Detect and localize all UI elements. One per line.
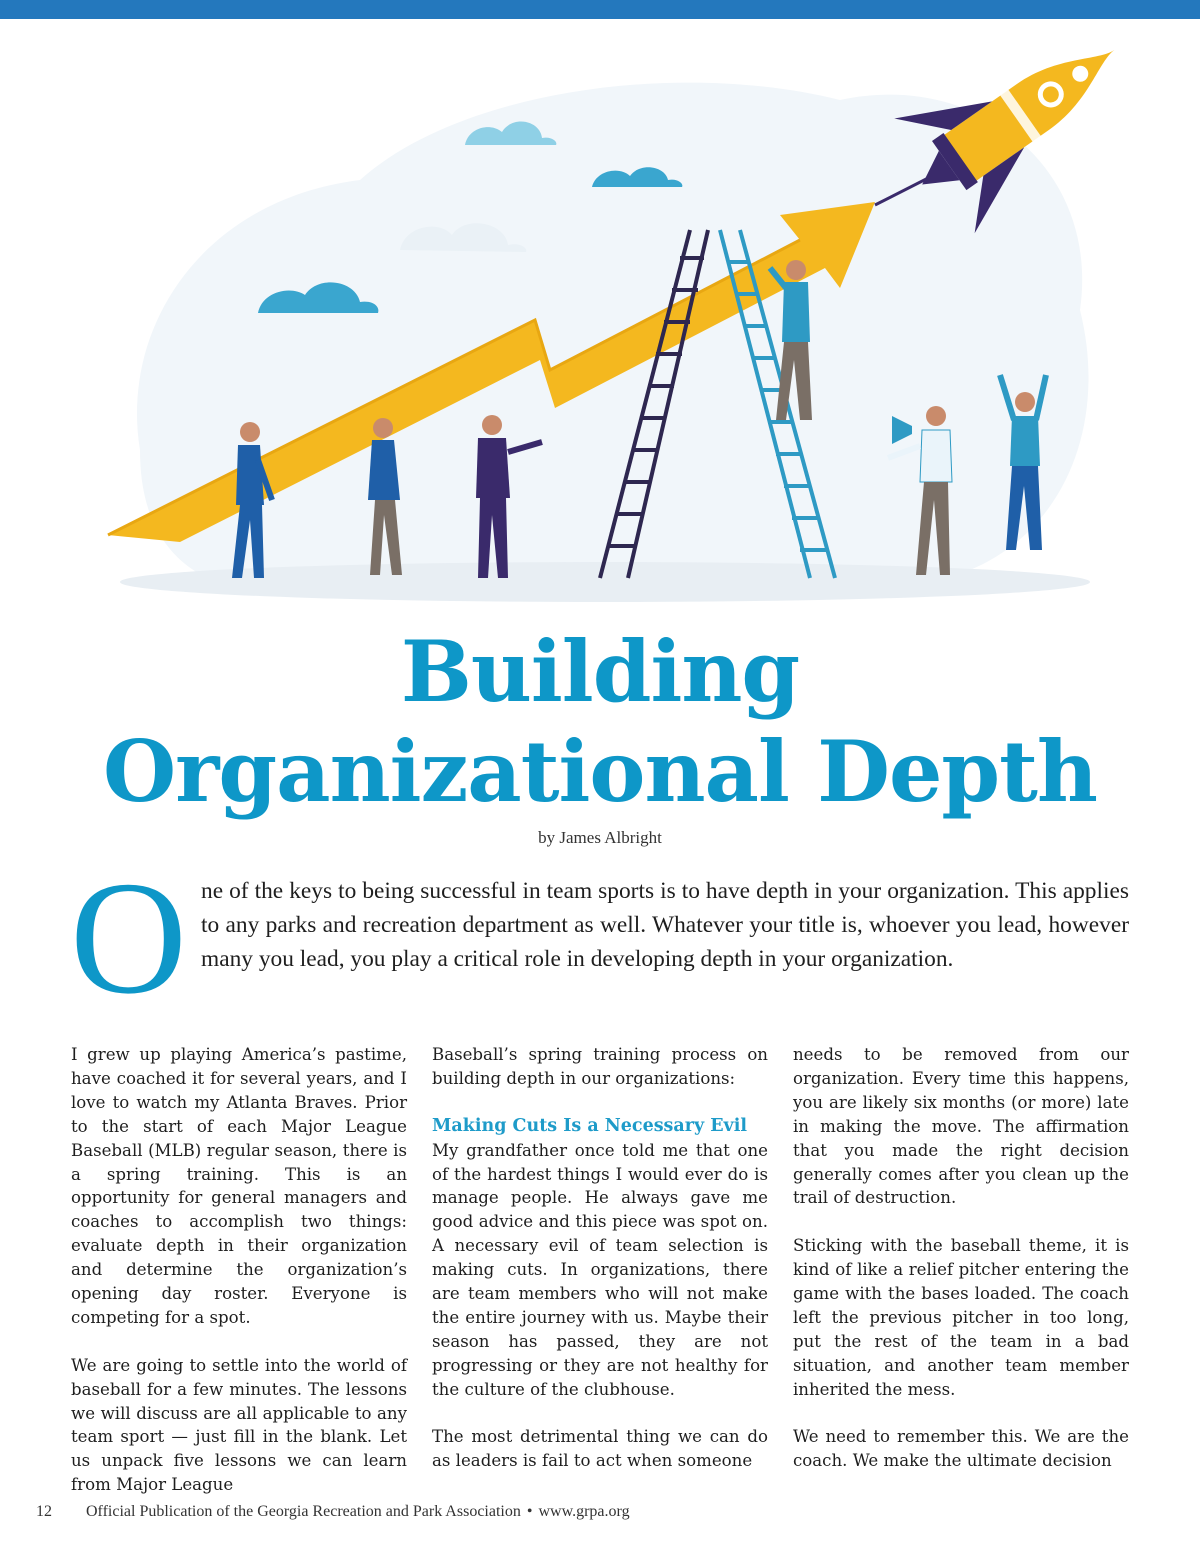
body-column-2 xyxy=(432,1043,768,1473)
intro-paragraph: ne of the keys to being successful in team sports is to have depth in your organization. This applies to any parks and recreation department as well. Whatever your title is, whoever you lead, however many you lead, you play a critical role in developing depth in your organization. xyxy=(201,878,1129,972)
publication-name: Official Publication of the Georgia Recreation and Park Association xyxy=(86,1503,521,1520)
page-number: 12 xyxy=(36,1503,52,1520)
article-title-line-1: Building xyxy=(400,622,800,721)
footer-text xyxy=(86,1503,630,1521)
drop-cap: O xyxy=(70,849,187,1028)
paragraph: Baseball’s spring training process on building depth in our organizations: xyxy=(432,1045,768,1088)
paragraph: needs to be removed from our organization. Every time this happens, you are likely six months (or more) late in making the move. The affirmation that you made the right decision generally comes after you clean up the trail of destruction. xyxy=(793,1045,1129,1208)
top-color-bar xyxy=(0,0,1200,19)
hero-illustration xyxy=(80,30,1130,620)
body-column-3 xyxy=(793,1043,1129,1473)
article-title-line-2: Organizational Depth xyxy=(103,722,1097,821)
paragraph: We need to remember this. We are the coach. We make the ultimate decision xyxy=(793,1427,1129,1471)
paragraph: Sticking with the baseball theme, it is kind of like a relief pitcher entering the game with the bases loaded. The coach left the previous pitcher in too long, put the rest of the team in a bad situation, and another team member inherited the mess. xyxy=(793,1236,1129,1399)
body-column-1 xyxy=(71,1043,407,1497)
paragraph: The most detrimental thing we can do as leaders is fail to act when someone xyxy=(432,1427,768,1471)
paragraph: I grew up playing America’s pastime, have coached it for several years, and I love to watch my Atlanta Braves. Prior to the start of each Major League Baseball (MLB) regular season, there is a spring training. This is an opportunity for general managers and coaches to accomplish two things: evaluate depth in their organization and determine the organization’s opening day roster. Everyone is competing for a spot. xyxy=(71,1045,407,1327)
website-link[interactable]: www.grpa.org xyxy=(538,1503,630,1520)
footer-separator: • xyxy=(526,1503,533,1520)
paragraph: We are going to settle into the world of baseball for a few minutes. The lessons we will discuss are all applicable to any team sport — just fill in the blank. Let us unpack five lessons we can learn from Major League xyxy=(71,1355,407,1495)
byline: by James Albright xyxy=(538,828,662,847)
paragraph: My grandfather once told me that one of the hardest things I would ever do is manage people. He always gave me good advice and this piece was spot on. A necessary evil of team selection is making cuts. In organizations, there are team members who will not make the entire journey with us. Maybe their season has passed, they are not progressing or they are not healthy for the culture of the clubhouse. xyxy=(432,1140,768,1399)
section-heading: Making Cuts Is a Necessary Evil xyxy=(432,1115,748,1136)
